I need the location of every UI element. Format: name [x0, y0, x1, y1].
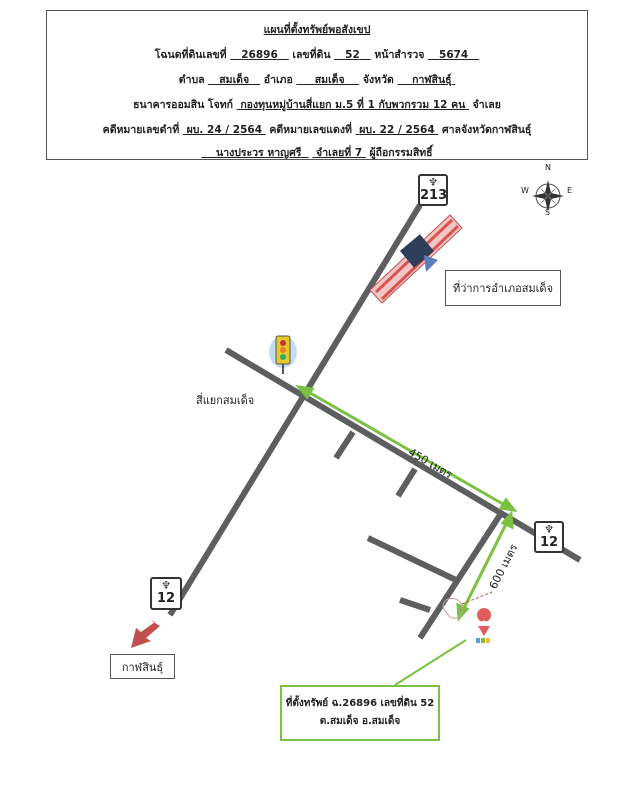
garuda-icon: ♆ [428, 176, 438, 189]
black-case-no: ผบ. 24 / 2564 [186, 124, 263, 136]
plaintiff: ธนาคารออมสิน โจทก์ [133, 99, 233, 111]
defendant: กองทุนหมู่บ้านสี่แยก ม.5 ที่ 1 กับพวกรวม 12 คน [240, 99, 466, 111]
defendant-label: จำเลย [472, 99, 501, 111]
route-12-right-shield [534, 521, 564, 553]
district: สมเด็จ [314, 74, 345, 86]
route-12-left-number: 12 [156, 591, 176, 606]
intersection-label: สี่แยกสมเด็จ [196, 394, 255, 407]
garuda-icon: ♆ [161, 579, 171, 592]
garuda-icon: ♆ [544, 523, 554, 536]
side-road-1 [336, 432, 353, 458]
land-no-label: เลขที่ดิน [292, 49, 331, 61]
road-12-east [226, 350, 580, 560]
side-road-5 [400, 600, 430, 610]
province: กาฬสินธุ์ [412, 74, 452, 86]
route-12-left-shield [150, 577, 182, 610]
destination-text: กาฬสินธุ์ [121, 660, 164, 674]
title-text: แผนที่ตั้งทรัพย์พอสังเขป [263, 24, 371, 36]
destination-label [110, 654, 175, 679]
land-no: 52 [345, 49, 360, 61]
owner-label: ผู้ถือกรรมสิทธิ์ [369, 147, 433, 159]
red-case-no: ผบ. 22 / 2564 [359, 124, 435, 136]
arrow-450-head-b [501, 500, 514, 510]
header-title [47, 21, 587, 38]
red-case-label: คดีหมายเลขแดงที่ [269, 124, 352, 136]
compass-s: S [545, 208, 551, 217]
traffic-light-icon [269, 336, 297, 374]
header-box [46, 10, 588, 160]
header-line4 [47, 121, 587, 138]
route-12-right-number: 12 [539, 535, 559, 550]
distance-450-label: 450 เมตร [406, 445, 455, 482]
header-line1 [47, 46, 587, 63]
deed-number: 26896 [241, 49, 278, 61]
district-office-text: ที่ว่าการอำเภอสมเด็จ [452, 282, 554, 295]
side-road-2 [398, 469, 415, 496]
survey-page-label: หน้าสำรวจ [374, 49, 425, 61]
black-case-label: คดีหมายเลขดำที่ [102, 124, 180, 136]
header-line3 [47, 96, 587, 113]
subdistrict-label: ตำบล [178, 74, 205, 86]
property-callout [280, 685, 440, 741]
subdistrict: สมเด็จ [219, 74, 250, 86]
direction-arrow [131, 620, 160, 648]
distance-600-label: 600 เมตร [486, 542, 521, 592]
compass-w: W [521, 186, 529, 195]
route-213-shield [418, 174, 448, 206]
property-callout-line2: ต.สมเด็จ อ.สมเด็จ [319, 716, 401, 727]
survey-page: 5674 [439, 49, 469, 61]
header-line2 [47, 71, 587, 88]
road-213-12 [170, 205, 420, 615]
defendant-no: จำเลยที่ 7 [316, 147, 363, 159]
court: ศาลจังหวัดกาฬสินธุ์ [441, 124, 532, 136]
compass-n: N [545, 163, 551, 172]
side-road-4 [368, 538, 456, 580]
owner-name: นางประวร หาญศรี [216, 147, 302, 159]
district-office-label [445, 270, 561, 306]
property-callout-line1: ที่ตั้งทรัพย์ ฉ.26896 เลขที่ดิน 52 [285, 698, 435, 709]
header-line5 [47, 144, 587, 161]
compass-e: E [567, 186, 573, 195]
deed-label: โฉนดที่ดินเลขที่ [154, 49, 227, 61]
route-213-number: 213 [420, 188, 448, 203]
callout-line [395, 640, 466, 685]
arrow-450 [305, 390, 508, 507]
district-label: อำเภอ [263, 74, 293, 86]
province-label: จังหวัด [362, 74, 394, 86]
